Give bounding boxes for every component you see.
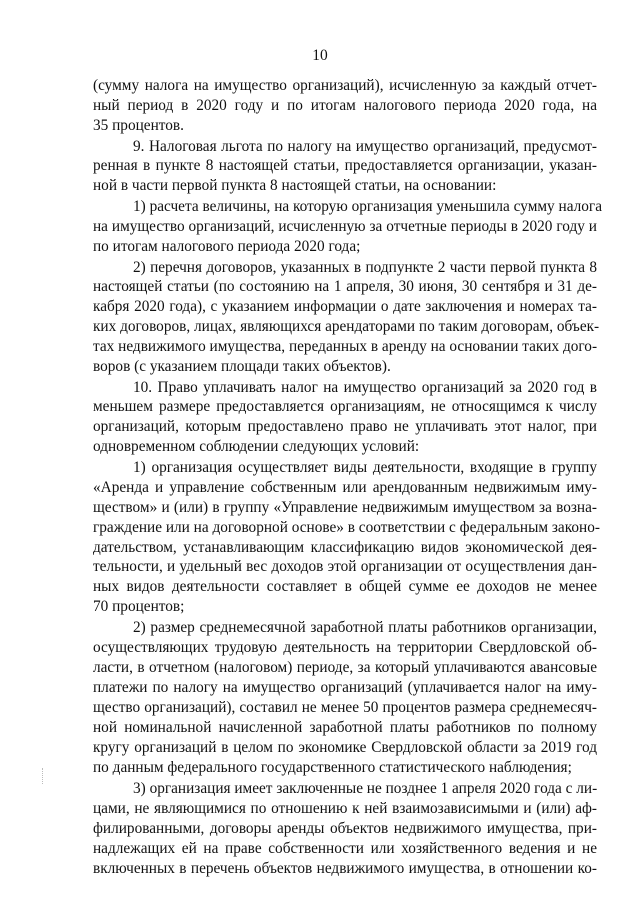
text-line: 1) расчета величины, на которую организация уменьшила сумму налога [133,198,602,215]
text-line: кругу организаций в целом по экономике Свердловской области за 2019 год [93,739,597,756]
text-line: на имущество организаций, исчисленную за отчетные периоды в 2020 году и [93,218,597,235]
text-line: меньшем размере предоставляется организациям, не относящимся к числу [93,398,597,415]
text-line: дательством, устанавливающим классификацию видов экономической дея- [93,539,597,556]
text-line: осуществляющих трудовую деятельность на территории Свердловской об- [93,639,597,656]
text-line: «Аренда и управление собственным или арендованным недвижимым иму- [93,479,597,496]
text-line: ществом» и (или) в группу «Управление недвижимым имуществом за возна- [93,499,597,516]
text-line: 70 процентов; [93,598,185,615]
text-line: по данным федерального государственного статистического наблюдения; [93,759,572,776]
text-line: тах недвижимого имущества, переданных в аренду на основании таких дого- [93,338,598,355]
text-line: организаций, которым предоставлено право не уплачивать этот налог, при [93,418,597,435]
text-line: 2) перечня договоров, указанных в подпункте 2 части первой пункта 8 [133,259,597,276]
text-line: 2) размер среднемесячной заработной платы работников организации, [133,619,597,636]
text-line: 9. Налоговая льгота по налогу на имущество организаций, предусмот- [133,138,597,155]
text-line: ренная в пункте 8 настоящей статьи, предоставляется организации, указан- [93,157,597,174]
text-line: 3) организация имеет заключенные не позднее 1 апреля 2020 года с ли- [133,780,598,797]
text-line: тельности, и удельный вес доходов этой организации от осуществления дан- [93,558,597,575]
text-line: платежи по налогу на имущество организаций (уплачивается налог на иму- [93,679,597,696]
text-line: 1) организация осуществляет виды деятельности, входящие в группу [133,459,597,476]
margin-scan-mark [42,768,44,784]
text-line: ласти, в отчетном (налоговом) периоде, за который уплачиваются авансовые [93,659,597,676]
text-line: филированными, договоры аренды объектов недвижимого имущества, при- [93,820,597,837]
text-line: надлежащих ей на праве собственности или хозяйственного ведения и не [93,840,597,857]
text-line: кабря 2020 года), с указанием информации о дате заключения и номерах та- [93,298,597,315]
text-line: ной в части первой пункта 8 настоящей статьи, на основании: [93,177,497,194]
text-line: включенных в перечень объектов недвижимого имущества, в отношении ко- [93,860,597,877]
page-number: 10 [312,47,328,64]
text-line: ный период в 2020 году и по итогам налогового периода 2020 года, на [93,97,597,114]
text-line: ких договоров, лицах, являющихся арендаторами по таким договорам, объек- [93,318,600,335]
text-line: (сумму налога на имущество организаций), исчисленную за каждый отчет- [93,77,597,94]
text-line: по итогам налогового периода 2020 года; [93,238,361,255]
text-line: цами, не являющимися по отношению к ней взаимозависимыми и (или) аф- [93,800,597,817]
text-line: воров (с указанием площади таких объектов). [93,358,391,375]
text-line: 35 процентов. [93,117,184,134]
text-line: настоящей статьи (по состоянию на 1 апреля, 30 июня, 30 сентября и 31 де- [93,278,597,295]
text-line: граждение или на договорной основе» в соответствии с федеральным законо- [93,519,600,536]
text-line: ной номинальной начисленной заработной платы работников по полному [93,719,597,736]
text-line: щество организаций), составил не менее 50 процентов размера среднемесяч- [93,699,597,716]
text-line: одновременном соблюдении следующих условий: [93,438,420,455]
text-line: ных видов деятельности составляет в общей сумме ее доходов не менее [93,578,597,595]
text-line: 10. Право уплачивать налог на имущество организаций за 2020 год в [133,379,597,396]
